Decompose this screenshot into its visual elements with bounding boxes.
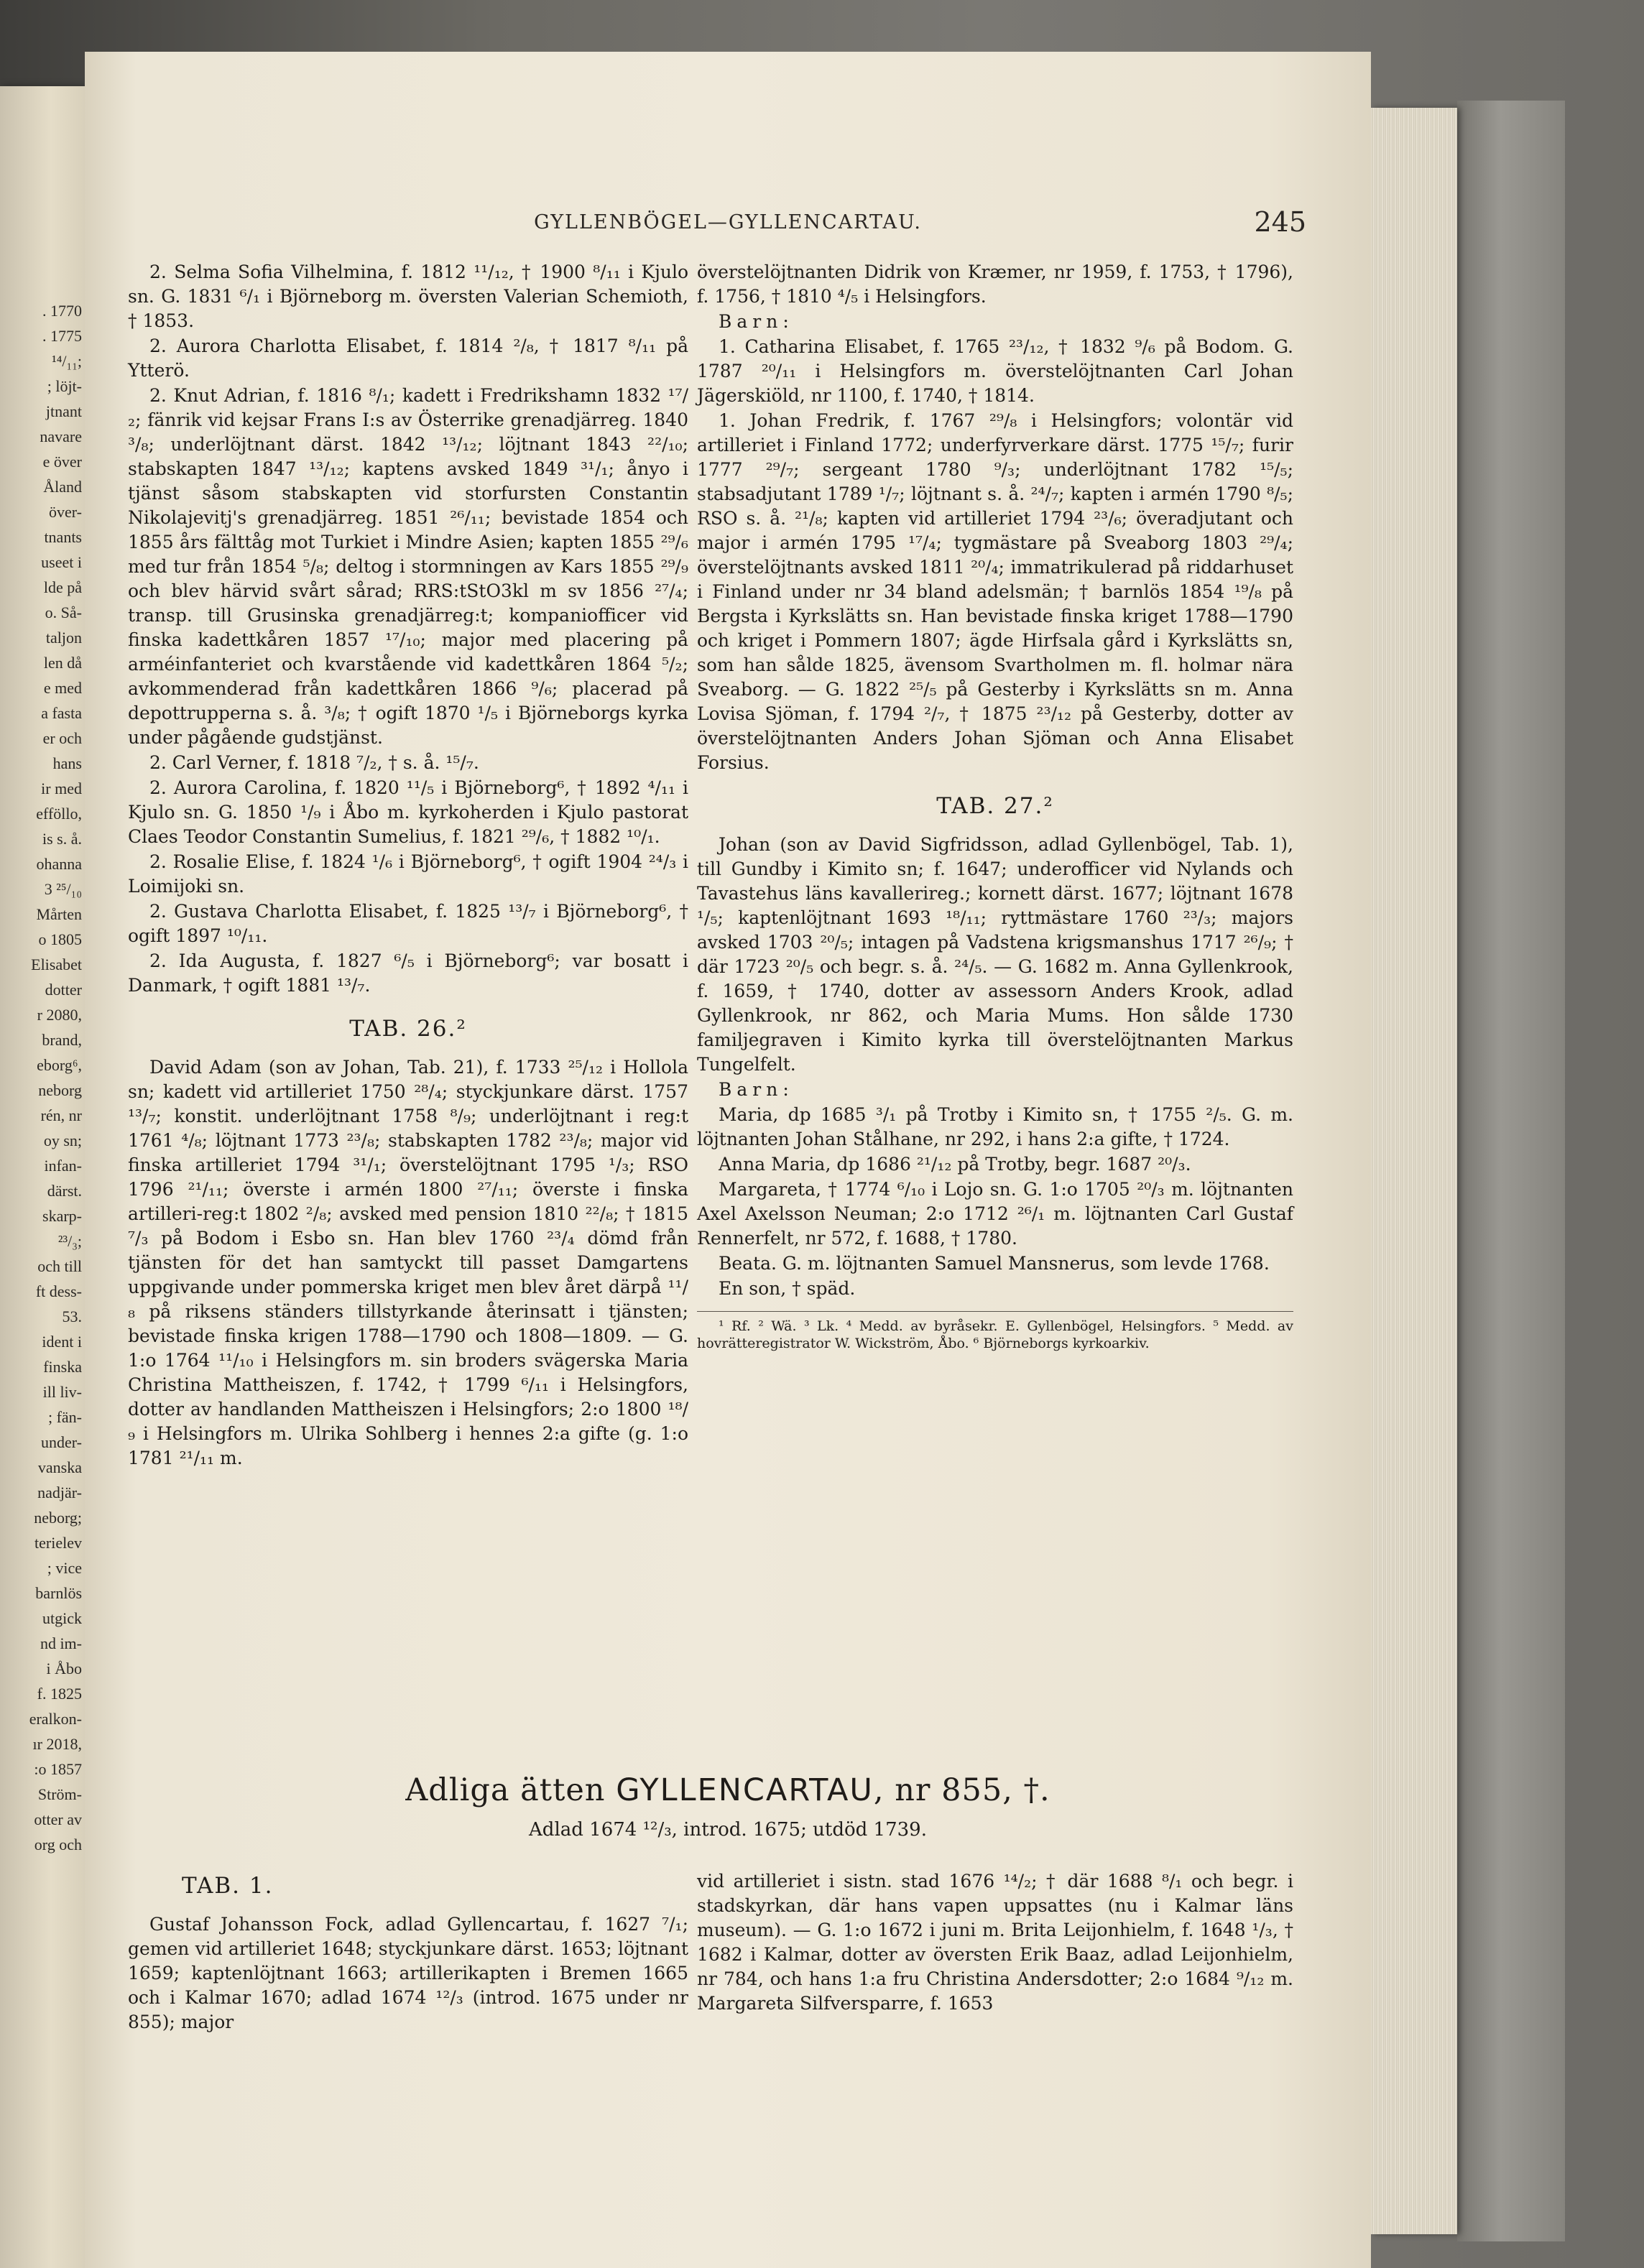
previous-page-line: ft dess- — [35, 1282, 82, 1300]
previous-page-line: vanska — [37, 1458, 82, 1476]
child-anna-maria: Anna Maria, dp 1686 ²¹/₁₂ på Trotby, begr. 1687 ²⁰/₃. — [719, 1154, 1191, 1175]
child-margareta: Margareta, † 1774 ⁶/₁₀ i Lojo sn. G. 1:o 1705 ²⁰/₃ m. löjtnanten Axel Axelsson Neuman; 2:o 1712 ²⁶/₁ m. löjtnanten Carl Gustaf Rennerfelt, nr 572, f. 1688, † 1780. — [697, 1179, 1293, 1249]
previous-page-line: tnants — [44, 528, 82, 546]
previous-page-line: i Åbo — [46, 1660, 82, 1677]
previous-page-line: eralkon- — [29, 1710, 82, 1728]
page-stack-edge — [1371, 108, 1457, 2234]
book-page — [85, 52, 1371, 2268]
entry-knut-adrian: 2. Knut Adrian, f. 1816 ⁸/₁; kadett i Fredrikshamn 1832 ¹⁷/₂; fänrik vid kejsar Frans I:s av Österrike grenadjärreg. 1840 ³/₈; underlöjtnant därst. 1842 ¹³/₁₂; löjtnant 1843 ²²/₁₀; stabskapten 1847 ¹³/₁₂; kaptens avsked 1849 ³¹/₁; ånyo i tjänst såsom stabskapten vid storfursten Constantin Nikolajevitj's grenadjärreg. 1851 ²⁶/₁₁; bevistade 1854 och 1855 års fälttåg mot Turkiet i Mindre Asien; kapten 1855 ²⁹/₆ med tur från 1854 ⁵/₈; deltog i stormningen av Kars 1855 ²⁹/₉ och blev härvid svårt sårad; RRS:tStO3kl m sv 1856 ²⁷/₄; transp. till Grusinska grenadjärreg:t; kompaniofficer vid finska kadettkåren 1857 ¹⁷/₁₀; major med placering på arméinfanteriet och kvarstående vid kadettkåren 1864 ⁵/₂; avkommenderad från kadettkåren 1866 ⁹/₆; placerad på depottrupperna s. å. ³/₈; † ogift 1870 ¹/₅ i Björneborgs kyrka under pågående gudstjänst. — [128, 385, 688, 748]
continuation-text: överstelöjtnanten Didrik von Kræmer, nr 1959, f. 1753, † 1796), f. 1756, † 1810 ⁴/₅ i Helsingfors. — [697, 261, 1293, 307]
previous-page-line: ¹⁴/₁₁; — [52, 352, 82, 370]
previous-page-line: er och — [42, 729, 82, 747]
previous-page-line: ir med — [41, 779, 82, 797]
previous-page-line: ²³/₃; — [57, 1232, 82, 1250]
tab-1-heading: TAB. 1. — [182, 1873, 274, 1899]
right-column — [697, 260, 1293, 1352]
entry-ida-augusta: 2. Ida Augusta, f. 1827 ⁶/₅ i Björneborg⁶; var bosatt i Danmark, † ogift 1881 ¹³/₇. — [128, 950, 688, 996]
previous-page-line: useet i — [41, 553, 82, 571]
bottom-right-column — [697, 1869, 1293, 2017]
previous-page-line: efföllo, — [36, 805, 82, 823]
barn-label: Barn: — [719, 311, 794, 332]
left-column — [128, 260, 688, 1471]
family-title-prefix: Adliga ätten — [405, 1772, 606, 1808]
previous-page-line: lde på — [43, 578, 82, 596]
child-catharina: 1. Catharina Elisabet, f. 1765 ²³/₁₂, † 1832 ⁹/₆ på Bodom. G. 1787 ²⁰/₁₁ i Helsingfors m. överstelöjtnanten Carl Johan Jägerskiöld, nr 1100, f. 1740, † 1814. — [697, 336, 1293, 406]
previous-page-line: terielev — [34, 1534, 82, 1552]
previous-page-line: därst. — [47, 1182, 82, 1200]
previous-page-line: e över — [42, 453, 82, 471]
child-beata: Beata. G. m. löjtnanten Samuel Mansnerus, som levde 1768. — [719, 1253, 1270, 1274]
previous-page-line: rén, nr — [40, 1106, 82, 1124]
previous-page-line: Elisabet — [31, 955, 82, 973]
entry-aurora-carolina: 2. Aurora Carolina, f. 1820 ¹¹/₅ i Björneborg⁶, † 1892 ⁴/₁₁ i Kjulo sn. G. 1850 ¹/₉ i Åbo m. kyrkoherden i Kjulo pastorat Claes Teodor Constantin Sumelius, f. 1821 ²⁹/₆, † 1882 ¹⁰/₁. — [128, 777, 688, 847]
previous-page-line: otter av — [34, 1810, 82, 1828]
running-title: GYLLENBÖGEL—GYLLENCARTAU. — [534, 211, 922, 233]
previous-page-line: neborg; — [34, 1509, 82, 1527]
previous-page-line: över- — [49, 503, 82, 521]
previous-page-edge — [0, 86, 85, 2268]
previous-page-line: ident i — [42, 1333, 82, 1351]
previous-page-line: ; löjt- — [47, 377, 82, 395]
entry-rosalie-elise: 2. Rosalie Elise, f. 1824 ¹/₆ i Björneborg⁶, † ogift 1904 ²⁴/₃ i Loimijoki sn. — [128, 851, 688, 897]
previous-page-line: Ström- — [37, 1785, 82, 1803]
previous-page-line: . 1775 — [42, 327, 82, 345]
previous-page-line: under- — [41, 1433, 82, 1451]
previous-page-line: :o 1857 — [34, 1760, 82, 1778]
family-subtitle: Adlad 1674 ¹²/₃, introd. 1675; utdöd 1739. — [529, 1819, 927, 1841]
book-cover-edge — [1457, 101, 1565, 2241]
previous-page-line: eborg⁶, — [37, 1056, 82, 1074]
previous-page-line: a fasta — [41, 704, 82, 722]
previous-page-line: brand, — [42, 1031, 82, 1049]
previous-page-line: dotter — [45, 981, 82, 999]
previous-page-line: navare — [40, 427, 82, 445]
previous-page-line: finska — [43, 1358, 82, 1376]
previous-page-line: org och — [34, 1836, 82, 1853]
tab-27-heading: TAB. 27.² — [936, 793, 1054, 819]
tab-26-text: David Adam (son av Johan, Tab. 21), f. 1733 ²⁵/₁₂ i Hollola sn; kadett vid artilleriet 1750 ²⁸/₄; styckjunkare därst. 1757 ¹³/₇; konstit. underlöjtnant 1758 ⁸/₉; underlöjtnant i reg:t 1761 ⁴/₈; löjtnant 1773 ²³/₈; stabskapten 1782 ²³/₈; major vid finska artilleriet 1794 ³¹/₁; överstelöjtnant 1795 ¹/₃; RSO 1796 ²¹/₁₁; överste i armén 1800 ²⁷/₁₁; överste i finska artilleri-reg:t 1802 ²/₈; avsked med pension 1810 ²²/₈; † 1815 ⁷/₃ på Bodom i Esbo sn. Han blev 1760 ²³/₄ dömd från tjänsten för det han samtyckt till passet Damgartens uppgivande under pommerska kriget men blev året därpå ¹¹/₈ på riksens ständers tillstyrkande återinsatt i tjänsten; bevistade finska krigen 1788—1790 och 1808—1809. — G. 1:o 1764 ¹¹/₁₀ i Helsingfors m. sin broders svägerska Maria Christina Mattheiszen, f. 1742, † 1799 ⁶/₁₁ i Helsingfors, dotter av handlanden Mattheiszen i Helsingfors; 2:o 1800 ¹⁸/₉ i Helsingfors m. Ulrika Sohlberg i hennes 2:a gifte (g. 1:o 1781 ²¹/₁₁ m. — [128, 1057, 688, 1468]
previous-page-line: barnlös — [35, 1584, 82, 1602]
previous-page-line: taljon — [45, 629, 82, 647]
previous-page-line: Mårten — [36, 905, 82, 923]
bottom-left-column — [128, 1855, 688, 2035]
previous-page-line: e med — [43, 679, 82, 697]
previous-page-line: ır 2018, — [32, 1735, 82, 1753]
previous-page-line: f. 1825 — [37, 1685, 82, 1703]
previous-page-line: o 1805 — [38, 930, 82, 948]
entry-gustava: 2. Gustava Charlotta Elisabet, f. 1825 ¹³/₇ i Björneborg⁶, † ogift 1897 ¹⁰/₁₁. — [128, 901, 688, 946]
previous-page-line: ill liv- — [42, 1383, 82, 1401]
barn-label-2: Barn: — [719, 1079, 794, 1100]
previous-page-line: skarp- — [42, 1207, 82, 1225]
previous-page-line: jtnant — [45, 402, 82, 420]
entry-aurora-charlotta: 2. Aurora Charlotta Elisabet, f. 1814 ²/₈, † 1817 ⁸/₁₁ på Ytterö. — [128, 335, 688, 381]
footnotes: ¹ Rf. ² Wä. ³ Lk. ⁴ Medd. av byråsekr. E. Gyllenbögel, Helsingfors. ⁵ Medd. av hovrätteregistrator W. Wickström, Åbo. ⁶ Björneborgs kyrkoarkiv. — [697, 1311, 1293, 1352]
child-maria: Maria, dp 1685 ³/₁ på Trotby i Kimito sn, † 1755 ²/₅. G. m. löjtnanten Johan Stålhane, nr 292, i hans 2:a gifte, † 1724. — [697, 1104, 1293, 1149]
tab-1-continuation: vid artilleriet i sistn. stad 1676 ¹⁴/₂; † där 1688 ⁸/₁ och begr. i stadskyrkan, där hans vapen uppsattes (nu i Kalmar läns museum). — G. 1:o 1672 i juni m. Brita Leijonhielm, f. 1648 ¹/₃, † 1682 i Kalmar, dotter av översten Erik Baaz, adlad Leijonhielm, nr 784, och hans 1:a fru Christina Andersdotter; 2:o 1684 ⁹/₁₂ m. Margareta Silfversparre, f. 1653 — [697, 1871, 1293, 2014]
previous-page-line: neborg — [38, 1081, 82, 1099]
entry-carl-verner: 2. Carl Verner, f. 1818 ⁷/₂, † s. å. ¹⁵/₇. — [149, 752, 479, 773]
family-title — [85, 1772, 1371, 1808]
previous-page-line: ; vice — [47, 1559, 82, 1577]
previous-page-line: utgick — [42, 1609, 82, 1627]
previous-page-line: nd im- — [40, 1634, 82, 1652]
previous-page-line: is s. å. — [42, 830, 82, 848]
previous-page-line: nadjär- — [37, 1484, 82, 1501]
previous-page-line: hans — [52, 754, 82, 772]
previous-page-line: . 1770 — [42, 302, 82, 320]
previous-page-line: r 2080, — [37, 1006, 82, 1024]
family-title-suffix: , nr 855, †. — [873, 1772, 1050, 1808]
child-en-son: En son, † späd. — [719, 1278, 856, 1299]
previous-page-line: ohanna — [36, 855, 82, 873]
tab-26-heading: TAB. 26.² — [349, 1016, 467, 1042]
previous-page-line: o. Så- — [45, 603, 82, 621]
tab-1-text: Gustaf Johansson Fock, adlad Gyllencartau, f. 1627 ⁷/₁; gemen vid artilleriet 1648; styckjunkare därst. 1653; löjtnant 1659; kaptenlöjtnant 1663; artillerikapten i Bremen 1665 och i Kalmar 1670; adlad 1674 ¹²/₃ (introd. 1675 under nr 855); major — [128, 1914, 688, 2032]
family-title-name: GYLLENCARTAU — [616, 1772, 874, 1808]
previous-page-line: len då — [43, 654, 82, 672]
child-johan-fredrik: 1. Johan Fredrik, f. 1767 ²⁹/₈ i Helsingfors; volontär vid artilleriet i Finland 1772; underfyrverkare därst. 1775 ¹⁵/₇; furir 1777 ²⁹/₇; sergeant 1780 ⁹/₃; underlöjtnant 1782 ¹⁵/₅; stabsadjutant 1789 ¹/₇; löjtnant s. å. ²⁴/₇; kapten i armén 1790 ⁸/₅; RSO s. å. ²¹/₈; kapten vid artilleriet 1794 ²³/₆; överadjutant och major i armén 1795 ¹⁷/₄; tygmästare på Sveaborg 1803 ²⁹/₄; överstelöjtnants avsked 1811 ²⁰/₄; immatrikulerad på riddarhuset i Finland under nr 34 bland adelsmän; † barnlös 1854 ¹⁹/₈ på Bergsta i Kyrkslätts sn. Han bevistade finska kriget 1788—1790 och kriget i Pommern 1807; ägde Hirfsala gård i Kyrkslätts sn, som han sålde 1825, ävensom Svartholmen m. fl. holmar nära Sveaborg. — G. 1822 ²⁵/₅ på Gesterby i Kyrkslätts sn m. Anna Lovisa Sjöman, f. 1794 ²/₇, † 1875 ²³/₁₂ på Gesterby, dotter av överstelöjtnanten Anders Johan Sjöman och Anna Elisabet Forsius. — [697, 410, 1293, 773]
previous-page-line: ; fän- — [47, 1408, 82, 1426]
previous-page-line: 53. — [62, 1307, 82, 1325]
previous-page-line: och till — [37, 1257, 82, 1275]
previous-page-line: 3 ²⁵/₁₀ — [44, 880, 82, 898]
previous-page-line: infan- — [44, 1157, 82, 1175]
previous-page-line: Åland — [43, 478, 82, 496]
previous-page-line: oy sn; — [43, 1131, 82, 1149]
page-number: 245 — [1254, 206, 1306, 238]
tab-27-text: Johan (son av David Sigfridsson, adlad Gyllenbögel, Tab. 1), till Gundby i Kimito sn; f. 1647; underofficer vid Nylands och Tavastehus läns kavallerireg.; kornett därst. 1677; löjtnant 1678 ¹/₅; kaptenlöjtnant 1693 ¹⁸/₁₁; ryttmästare 1760 ²³/₃; majors avsked 1703 ²⁰/₅; intagen på Vadstena krigsmanshus 1717 ²⁶/₉; † där 1723 ²⁰/₅ och begr. s. å. ²⁴/₅. — G. 1682 m. Anna Gyllenkrook, f. 1659, † 1740, dotter av assessorn Anders Krook, adlad Gyllenkrook, nr 862, och Maria Mums. Hon sålde 1730 familjegraven i Kimito kyrka till överstelöjtnanten Markus Tungelfelt. — [697, 834, 1293, 1075]
entry-selma: 2. Selma Sofia Vilhelmina, f. 1812 ¹¹/₁₂, † 1900 ⁸/₁₁ i Kjulo sn. G. 1831 ⁶/₁ i Björneborg m. översten Valerian Schemioth, † 1853. — [128, 261, 688, 331]
